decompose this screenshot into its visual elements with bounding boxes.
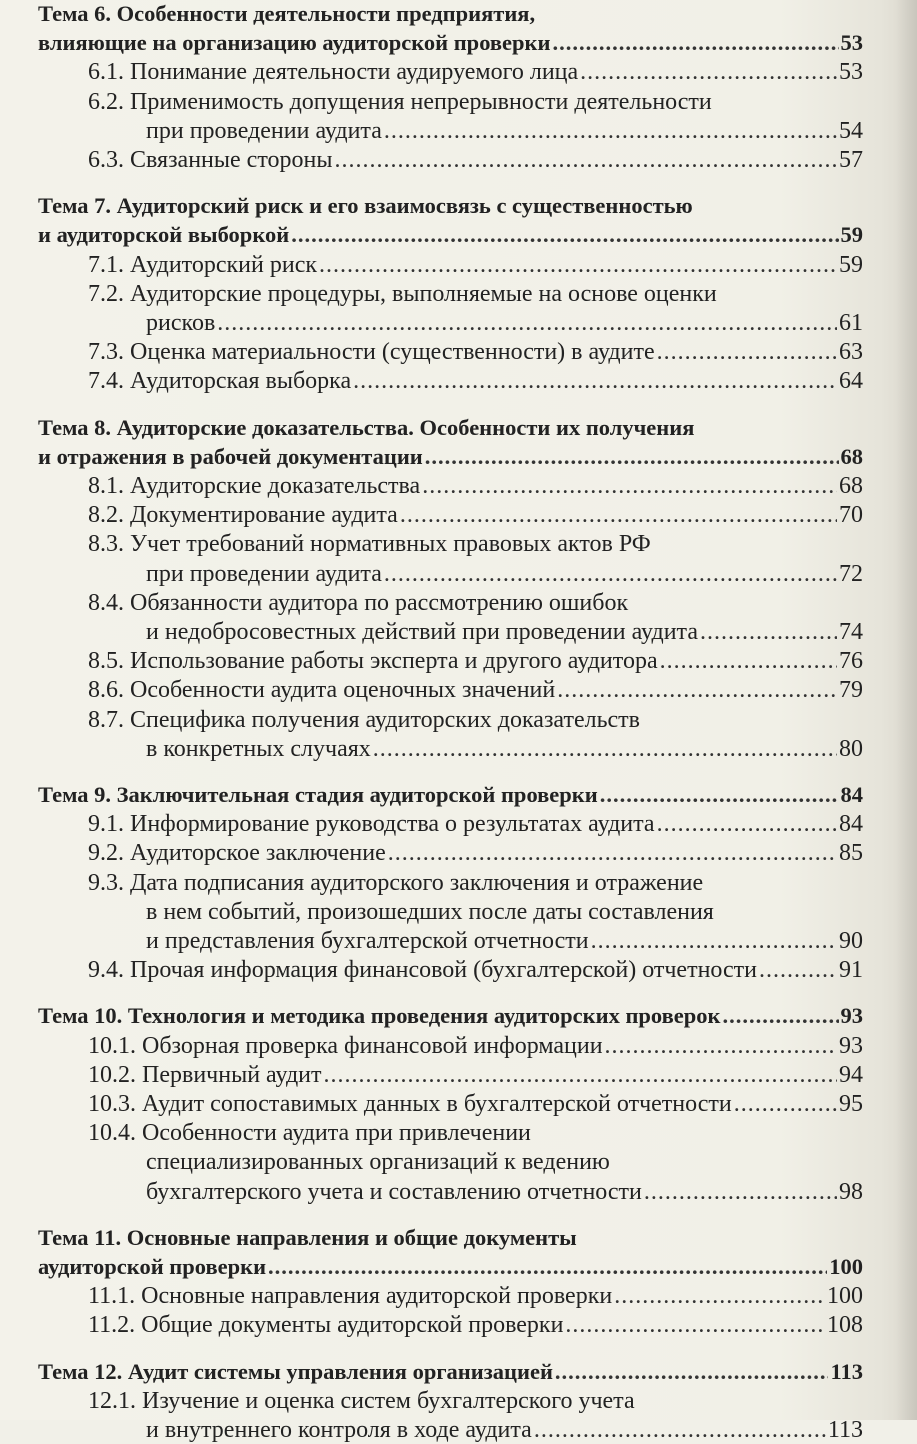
- dot-leader: [268, 1253, 827, 1281]
- toc-subtopic-line: [146, 1148, 863, 1176]
- toc-topic-line: [38, 192, 863, 220]
- toc-entry-title: 8.7. Специфика получения аудиторских доказательств: [88, 706, 640, 733]
- toc-subtopic-line: [88, 146, 863, 174]
- toc-entry-title: и представления бухгалтерской отчетности: [146, 928, 589, 954]
- dot-leader: [534, 1416, 826, 1444]
- toc-subtopic-line: [88, 647, 863, 675]
- toc-entry-title: 9.1. Информирование руководства о результатах аудита: [88, 811, 655, 838]
- dot-leader: [388, 839, 837, 867]
- dot-leader: [657, 810, 837, 838]
- toc-entry-title: 11.1. Основные направления аудиторской проверки: [88, 1283, 613, 1310]
- page-number: 85: [839, 840, 863, 867]
- toc-entry-title: 6.2. Применимость допущения непрерывности деятельности: [88, 88, 712, 115]
- page-number: 108: [827, 1312, 863, 1339]
- toc-topic-line: [38, 1358, 863, 1386]
- dot-leader: [557, 676, 837, 704]
- toc-entry-title: Тема 9. Заключительная стадия аудиторской проверки: [38, 782, 598, 807]
- toc-entry-title: в нем событий, произошедших после даты составления: [146, 898, 714, 925]
- toc-entry-title: 10.2. Первичный аудит: [88, 1061, 322, 1088]
- toc-subtopic-line: [146, 927, 863, 955]
- toc-entry-title: 11.2. Общие документы аудиторской проверки: [88, 1312, 564, 1339]
- toc-entry-title: при проведении аудита: [146, 117, 382, 144]
- page-number: 100: [829, 1254, 863, 1279]
- dot-leader: [600, 781, 839, 809]
- toc-topic-line: [38, 781, 863, 809]
- dot-leader: [384, 117, 837, 145]
- toc-entry-title: 7.4. Аудиторская выборка: [88, 368, 352, 395]
- toc-subtopic-line: [146, 1178, 863, 1206]
- dot-leader: [425, 443, 839, 471]
- dot-leader: [324, 1061, 837, 1089]
- toc-entry-title: Тема 7. Аудиторский риск и его взаимосвязь с существенностью: [38, 193, 693, 219]
- toc-subtopic-line: [88, 810, 863, 838]
- toc-subtopic-line: [88, 1032, 863, 1060]
- dot-leader: [400, 501, 837, 529]
- page-number: 93: [840, 1003, 863, 1029]
- toc-subtopic-line: [88, 706, 863, 734]
- toc-entry-title: специализированных организаций к ведению: [146, 1149, 610, 1176]
- toc-subtopic-line: [88, 1119, 863, 1147]
- dot-leader: [591, 927, 837, 955]
- dot-leader: [319, 251, 837, 279]
- toc-entry-title: аудиторской проверки: [38, 1254, 267, 1279]
- dot-leader: [580, 58, 837, 86]
- page-number: 91: [839, 957, 863, 984]
- toc-entry-title: 6.1. Понимание деятельности аудируемого лица: [88, 59, 579, 86]
- page-number: 95: [839, 1091, 863, 1117]
- page-number: 68: [840, 443, 863, 469]
- toc-subtopic-line: [88, 839, 863, 867]
- dot-leader: [353, 367, 837, 395]
- toc-subtopic-line: [88, 88, 863, 116]
- toc-topic-line: [38, 0, 863, 28]
- toc-subtopic-line: [88, 676, 863, 704]
- dot-leader: [722, 1002, 838, 1030]
- toc-entry-title: 12.1. Изучение и оценка систем бухгалтерского учета: [88, 1387, 635, 1414]
- page-number: 79: [839, 677, 863, 704]
- toc-subtopic-line: [88, 1090, 863, 1118]
- toc-subtopic-line: [88, 589, 863, 617]
- toc-topic-line: [38, 29, 863, 57]
- dot-leader: [552, 29, 838, 57]
- toc-entry-title: 7.2. Аудиторские процедуры, выполняемые на основе оценки: [88, 280, 717, 307]
- toc-entry-title: при проведении аудита: [146, 560, 382, 587]
- dot-leader: [605, 1032, 837, 1060]
- page-number: 113: [827, 1417, 863, 1443]
- page-number: 59: [839, 251, 863, 278]
- toc-entry-title: влияющие на организацию аудиторской проверки: [38, 30, 551, 56]
- dot-leader: [422, 472, 837, 500]
- page-number: 57: [839, 147, 863, 173]
- page-number: 53: [839, 59, 863, 86]
- toc-subtopic-line: [88, 956, 863, 984]
- dot-leader: [555, 1358, 829, 1386]
- toc-entry-title: 10.1. Обзорная проверка финансовой информации: [88, 1032, 603, 1059]
- page-number: 63: [839, 339, 863, 366]
- toc-entry-title: 7.3. Оценка материальности (существенности) в аудите: [88, 339, 655, 366]
- toc-subtopic-line: [146, 1416, 863, 1444]
- toc-subtopic-line: [88, 501, 863, 529]
- toc-topic-line: [38, 414, 863, 442]
- toc-subtopic-line: [88, 367, 863, 395]
- toc-topic-line: [38, 443, 863, 471]
- dot-leader: [644, 1178, 837, 1206]
- toc-subtopic-line: [88, 1282, 863, 1310]
- toc-subtopic-line: [146, 618, 863, 646]
- page-number: 59: [840, 222, 863, 248]
- toc-subtopic-line: [146, 309, 863, 337]
- toc-subtopic-line: [88, 1387, 863, 1415]
- toc-entry-title: 7.1. Аудиторский риск: [88, 251, 318, 278]
- page-number: 90: [839, 928, 863, 954]
- page-number: 54: [839, 117, 863, 144]
- page-number: 84: [839, 811, 863, 838]
- toc-entry-title: бухгалтерского учета и составлению отчетности: [146, 1178, 642, 1205]
- toc-entry-title: и отражения в рабочей документации: [38, 443, 423, 469]
- toc-subtopic-line: [146, 898, 863, 926]
- toc-entry-title: 10.4. Особенности аудита при привлечении: [88, 1120, 531, 1147]
- toc-entry-title: Тема 12. Аудит системы управления организацией: [38, 1358, 553, 1384]
- toc-topic-line: [38, 1002, 863, 1030]
- toc-subtopic-line: [146, 117, 863, 145]
- toc-entry-title: и недобросовестных действий при проведении аудита: [146, 619, 698, 645]
- toc-entry-title: Тема 8. Аудиторские доказательства. Особенности их получения: [38, 414, 695, 440]
- dot-leader: [614, 1282, 825, 1310]
- dot-leader: [291, 221, 838, 249]
- dot-leader: [217, 309, 837, 337]
- toc-entry-title: 10.3. Аудит сопоставимых данных в бухгалтерской отчетности: [88, 1091, 732, 1117]
- dot-leader: [660, 647, 837, 675]
- toc-entry-title: 8.5. Использование работы эксперта и другого аудитора: [88, 648, 658, 675]
- toc-entry-title: 8.2. Документирование аудита: [88, 502, 398, 529]
- toc-topic-line: [38, 221, 863, 249]
- toc-entry-title: Тема 6. Особенности деятельности предприятия,: [38, 1, 536, 26]
- page-number: 68: [839, 473, 863, 499]
- page-number: 64: [839, 368, 863, 395]
- page-number: 76: [839, 648, 863, 675]
- dot-leader: [759, 956, 837, 984]
- toc-subtopic-line: [88, 472, 863, 500]
- toc-entry-title: в конкретных случаях: [146, 735, 371, 762]
- toc-entry-title: рисков: [146, 310, 216, 336]
- page-number: 84: [840, 782, 863, 807]
- toc-subtopic-line: [88, 338, 863, 366]
- toc-entry-title: 8.1. Аудиторские доказательства: [88, 473, 421, 499]
- dot-leader: [700, 618, 837, 646]
- toc-subtopic-line: [88, 280, 863, 308]
- page-number: 113: [830, 1358, 863, 1384]
- toc-entry-title: 9.3. Дата подписания аудиторского заключения и отражение: [88, 869, 704, 896]
- toc-entry-title: 9.2. Аудиторское заключение: [88, 840, 386, 867]
- page-number: 93: [839, 1032, 863, 1059]
- dot-leader: [565, 1311, 825, 1339]
- toc-entry-title: 8.6. Особенности аудита оценочных значений: [88, 677, 556, 704]
- page-number: 70: [839, 502, 863, 529]
- toc-subtopic-line: [88, 869, 863, 897]
- dot-leader: [384, 560, 837, 588]
- page-number: 74: [839, 619, 863, 645]
- toc-entry-title: Тема 10. Технология и методика проведения аудиторских проверок: [38, 1003, 721, 1029]
- toc-entry-title: 8.4. Обязанности аудитора по рассмотрению ошибок: [88, 589, 629, 616]
- toc-entry-title: 6.3. Связанные стороны: [88, 147, 333, 173]
- toc-subtopic-line: [88, 530, 863, 558]
- toc-entry-title: 9.4. Прочая информация финансовой (бухгалтерской) отчетности: [88, 957, 757, 984]
- toc-subtopic-line: [88, 251, 863, 279]
- toc-subtopic-line: [88, 1061, 863, 1089]
- dot-leader: [334, 146, 837, 174]
- toc-topic-line: [38, 1253, 863, 1281]
- page-number: 94: [839, 1061, 863, 1088]
- page-number: 61: [839, 310, 863, 336]
- dot-leader: [657, 338, 837, 366]
- toc-subtopic-line: [88, 58, 863, 86]
- toc-entry-title: 8.3. Учет требований нормативных правовых актов РФ: [88, 531, 651, 558]
- toc-entry-title: и внутреннего контроля в ходе аудита: [146, 1417, 532, 1443]
- page-number: 80: [839, 735, 863, 762]
- page-number: 53: [840, 30, 863, 56]
- toc-entry-title: Тема 11. Основные направления и общие документы: [38, 1224, 577, 1250]
- dot-leader: [734, 1090, 837, 1118]
- toc-entry-title: и аудиторской выборкой: [38, 222, 290, 248]
- page-number: 100: [827, 1283, 863, 1310]
- dot-leader: [373, 735, 837, 763]
- toc-subtopic-line: [88, 1311, 863, 1339]
- page-number: 72: [839, 560, 863, 587]
- toc-subtopic-line: [146, 735, 863, 763]
- toc-subtopic-line: [146, 560, 863, 588]
- toc-topic-line: [38, 1224, 863, 1252]
- page-number: 98: [839, 1178, 863, 1205]
